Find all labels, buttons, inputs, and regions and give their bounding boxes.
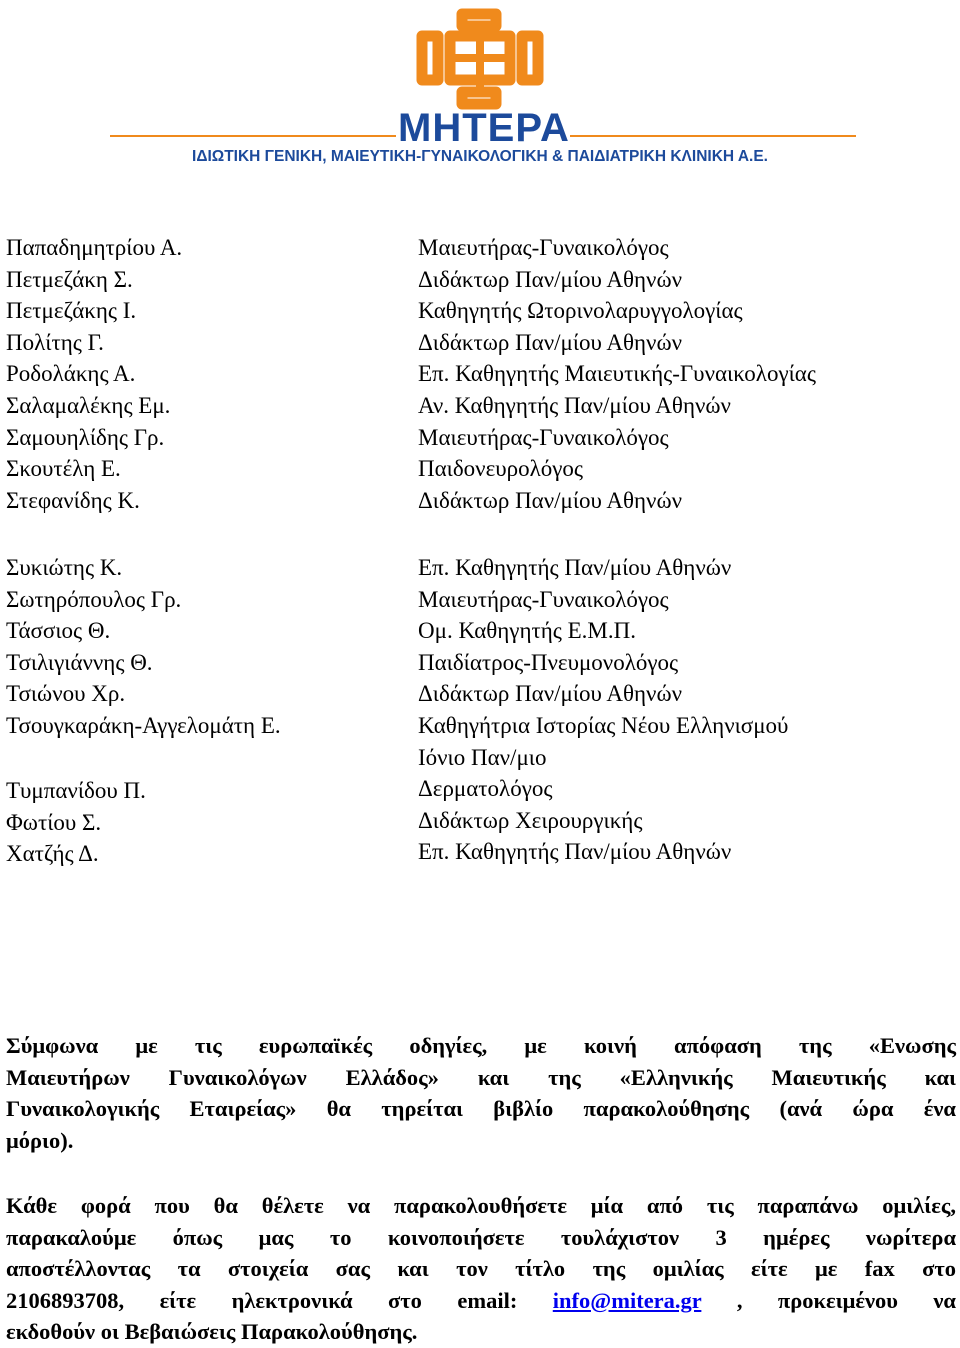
doctor-title: Παιδίατρος-Πνευμονολόγος (418, 649, 679, 675)
doctor-name: Σαμουηλίδης Γρ. (6, 424, 165, 450)
doctor-title: Μαιευτήρας-Γυναικολόγος (418, 586, 669, 612)
titles-group-1 (418, 232, 816, 516)
doctor-title: Διδάκτωρ Παν/μίου Αθηνών (418, 266, 682, 292)
doctor-name: Ροδολάκης Α. (6, 361, 136, 387)
doctor-name: Φωτίου Σ. (6, 809, 102, 835)
doctor-title: Μαιευτήρας-Γυναικολόγος (418, 424, 669, 450)
doctor-name: Τσιώνου Χρ. (6, 681, 126, 707)
doctor-title: Μαιευτήρας-Γυναικολόγος (418, 235, 669, 260)
divider-left (110, 135, 396, 137)
doctor-title: Καθηγήτρια Ιστορίας Νέου Ελληνισμού (418, 712, 789, 738)
doctor-name: Πετμεζάκης Ι. (6, 298, 137, 324)
names-group-3 (6, 775, 146, 870)
paragraph-line: Γυναικολογικής Εταιρείας» θα τηρείται βιβλίο παρακολούθησης (ανά ώρα ένα (6, 1096, 956, 1121)
doctor-name: Τσουγκαράκη-Αγγελομάτη Ε. (6, 712, 281, 738)
doctor-title: Επ. Καθηγητής Παν/μίου Αθηνών (418, 555, 732, 580)
doctor-title: Αν. Καθηγητής Παν/μίου Αθηνών (418, 392, 731, 418)
cme-notice-paragraph (6, 1030, 956, 1156)
names-group-1 (6, 232, 182, 516)
doctor-name: Τσιλιγιάννης Θ. (6, 649, 153, 675)
doctor-name: Στεφανίδης Κ. (6, 487, 140, 513)
doctor-title: Καθηγητής Ωτορινολαρυγγολογίας (418, 298, 743, 324)
doctor-name: Παπαδημητρίου Α. (6, 235, 183, 260)
paragraph-line: Μαιευτήρων Γυναικολόγων Ελλάδος» και της «Ελληνικής Μαιευτικής και (6, 1064, 956, 1090)
titles-group-2 (418, 552, 788, 868)
divider-right (570, 135, 856, 137)
doctor-name: Σωτηρόπουλος Γρ. (6, 586, 182, 612)
doctor-title: Επ. Καθηγητής Παν/μίου Αθηνών (418, 839, 732, 865)
paragraph-line-email (6, 1285, 956, 1317)
doctor-name: Συκιώτης Κ. (6, 555, 123, 580)
fax-text: 2106893708, είτε ηλεκτρονικά στο email: (6, 1287, 553, 1313)
doctor-title: Ομ. Καθηγητής Ε.Μ.Π. (418, 618, 636, 644)
registration-paragraph (6, 1190, 956, 1348)
doctor-title: Διδάκτωρ Παν/μίου Αθηνών (418, 487, 682, 513)
doctor-name: Χατζής Δ. (6, 841, 99, 867)
doctor-name: Τάσσιος Θ. (6, 618, 111, 644)
email-link[interactable]: info@mitera.gr (552, 1287, 702, 1313)
clinic-subtitle: ΙΔΙΩΤΙΚΗ ΓΕΝΙΚΗ, ΜΑΙΕΥΤΙΚΗ-ΓΥΝΑΙΚΟΛΟΓΙΚΗ & ΠΑΙΔΙΑΤΡΙΚΗ ΚΛΙΝΙΚΗ Α.Ε. (192, 148, 768, 165)
letterhead (0, 0, 960, 175)
doctor-title: Διδάκτωρ Χειρουργικής (418, 807, 643, 833)
paragraph-line: μόριο). (6, 1127, 74, 1153)
brand-name: ΜΗΤΕΡΑ (398, 106, 570, 150)
doctor-title: Διδάκτωρ Παν/μίου Αθηνών (418, 329, 682, 355)
doctor-title: Ιόνιο Παν/μιο (418, 744, 547, 770)
doctor-title: Επ. Καθηγητής Μαιευτικής-Γυναικολογίας (418, 361, 816, 387)
paragraph-line: παρακαλούμε όπως μας το κοινοποιήσετε τουλάχιστον 3 ημέρες νωρίτερα (6, 1224, 956, 1250)
doctor-name: Πετμεζάκη Σ. (6, 266, 133, 292)
doctor-title: Δερματολόγος (418, 776, 553, 802)
doctor-title: Διδάκτωρ Παν/μίου Αθηνών (418, 681, 682, 707)
doctor-title: Παιδονευρολόγος (418, 456, 584, 482)
doctor-name: Σκουτέλη Ε. (6, 456, 121, 482)
doctor-name: Τυμπανίδου Π. (6, 778, 146, 803)
paragraph-line: Κάθε φορά που θα θέλετε να παρακολουθήσετε μία από τις παραπάνω ομιλίες, (6, 1193, 956, 1218)
doctor-name: Σαλαμαλέκης Εμ. (6, 392, 171, 418)
doctor-name: Πολίτης Γ. (6, 329, 104, 355)
paragraph-line: Σύμφωνα με τις ευρωπαϊκές οδηγίες, με κοινή απόφαση της «Ενωσης (6, 1033, 956, 1058)
paragraph-line: εκδοθούν οι Βεβαιώσεις Παρακολούθησης. (6, 1319, 418, 1344)
names-group-2 (6, 552, 281, 742)
paragraph-line: αποστέλλοντας τα στοιχεία σας και τον τίτλο της ομιλίας είτε με fax στο (6, 1256, 956, 1281)
closing-text: , προκειμένου να (701, 1287, 956, 1313)
cross-logo-icon (384, 6, 576, 110)
